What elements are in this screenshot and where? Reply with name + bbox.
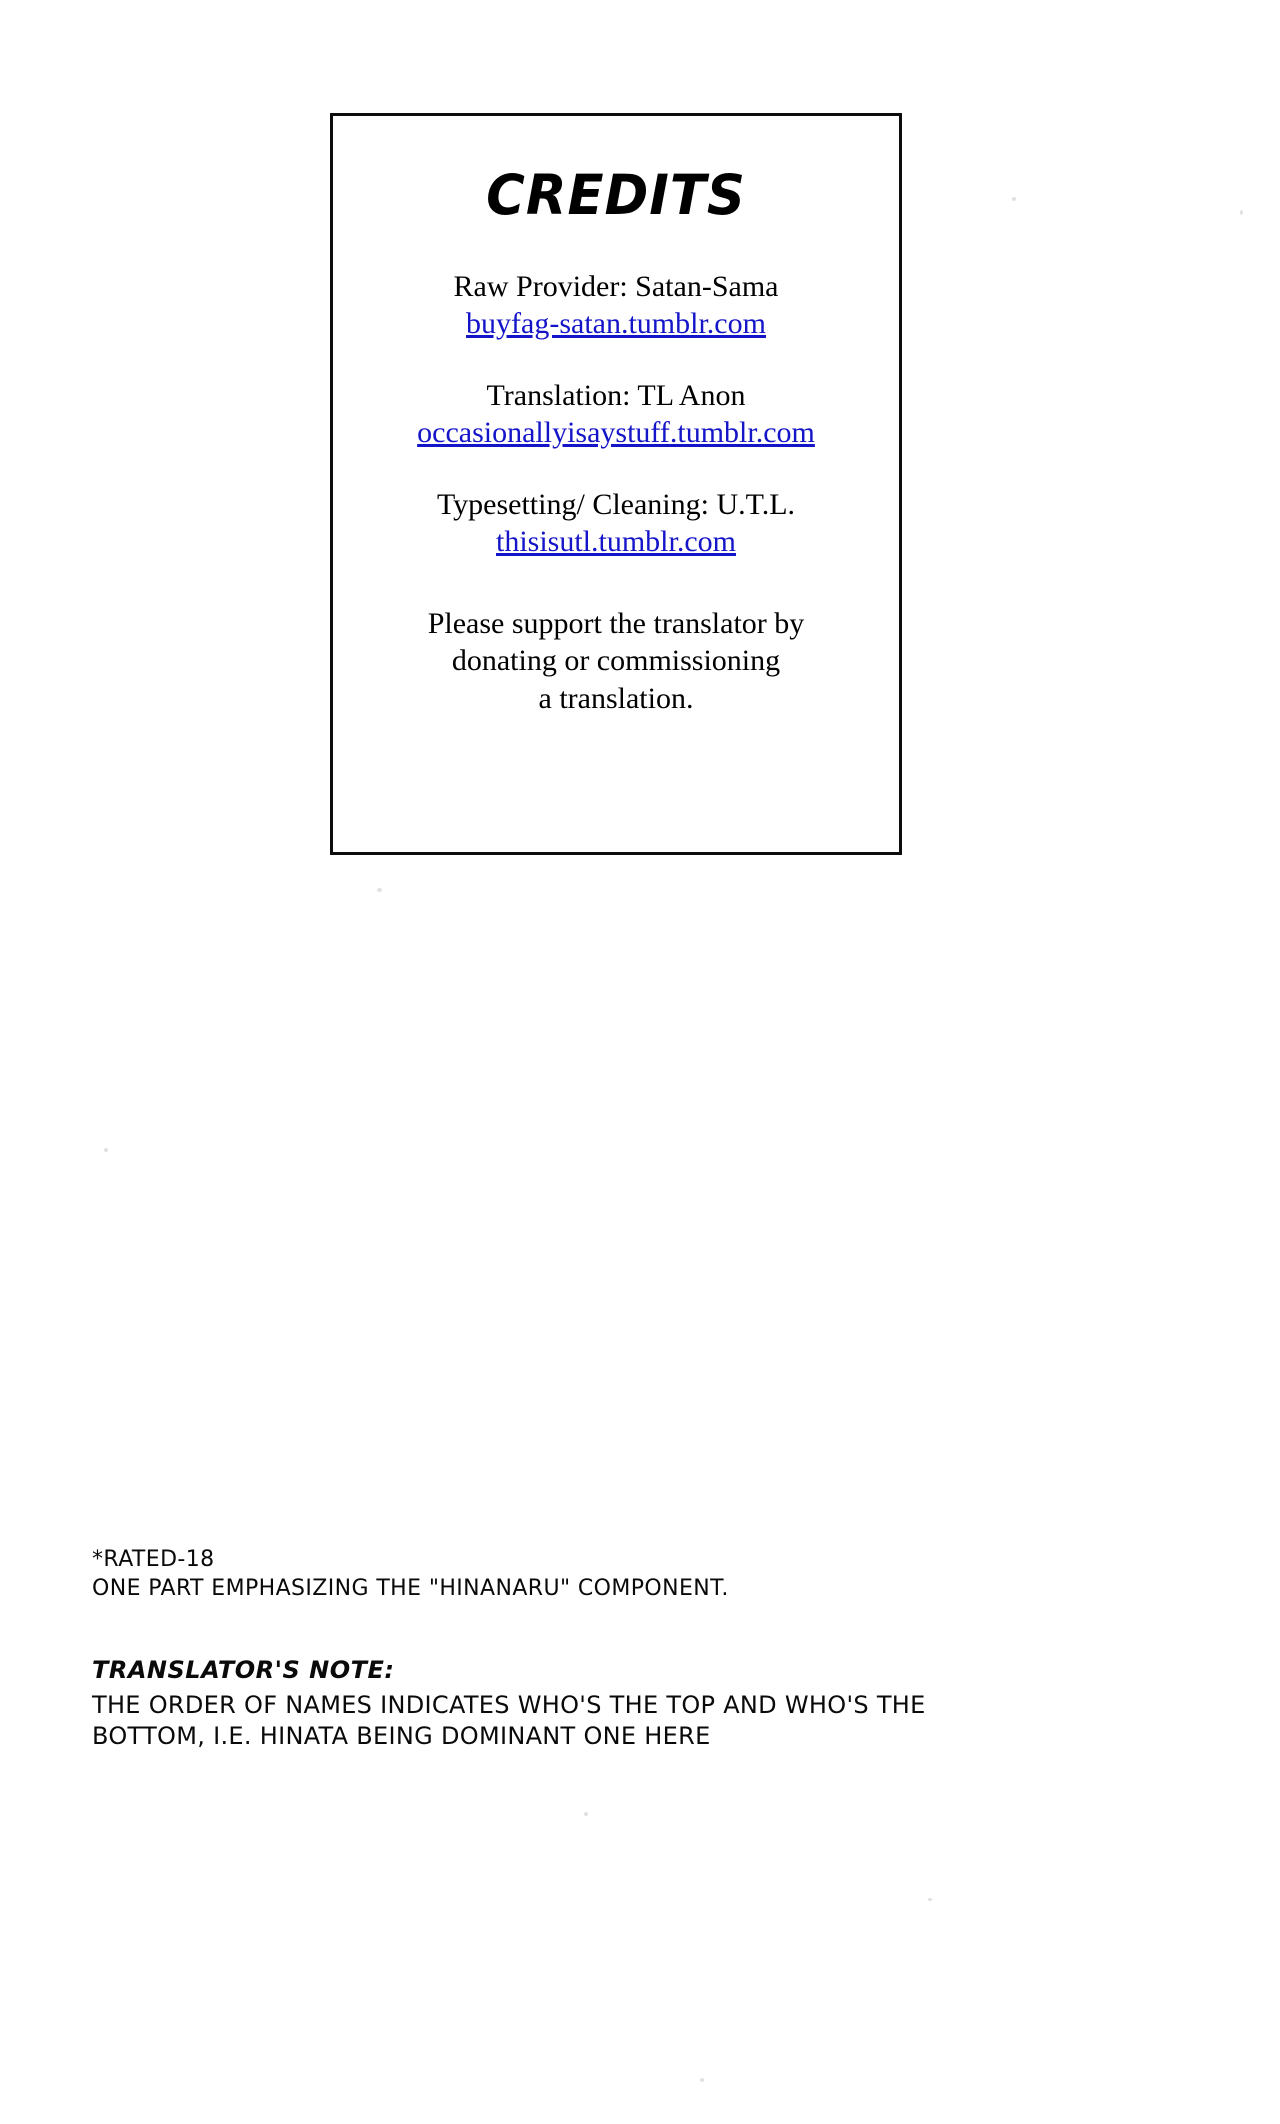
credits-box	[330, 113, 902, 855]
scan-speck	[104, 1148, 108, 1152]
credits-entry-raw-provider	[333, 269, 899, 342]
scan-speck	[928, 1898, 932, 1901]
scan-speck	[1240, 210, 1243, 215]
credits-entry-translation	[333, 378, 899, 451]
credits-role-label: Translation: TL Anon	[486, 379, 746, 413]
rated-note-line-2: ONE PART EMPHASIZING THE "HINANARU" COMPONENT.	[92, 1576, 729, 1602]
credits-link-thisisutl[interactable]: thisisutl.tumblr.com	[495, 524, 736, 558]
translator-note-body	[92, 1690, 1202, 1751]
credits-role-label: Typesetting/ Cleaning: U.T.L.	[436, 488, 796, 522]
translator-note-heading: TRANSLATOR'S NOTE:	[92, 1655, 395, 1684]
scan-speck	[377, 888, 382, 892]
credits-title: CREDITS	[486, 163, 746, 227]
credits-link-buyfag-satan[interactable]: buyfag-satan.tumblr.com	[466, 306, 766, 340]
scan-speck	[700, 2078, 704, 2082]
support-line-1: Please support the translator by	[427, 606, 805, 640]
credits-role-label: Raw Provider: Satan-Sama	[453, 270, 779, 303]
rated-note-line-1: *RATED-18	[92, 1547, 215, 1572]
credits-link-occasionallyisaystuff[interactable]: occasionallyisaystuff.tumblr.com	[417, 415, 815, 449]
footnotes-area	[92, 1545, 1202, 1751]
credits-support-message	[333, 605, 899, 718]
rated-note	[92, 1545, 1202, 1604]
scan-speck	[1012, 197, 1016, 201]
support-line-3: a translation.	[538, 682, 694, 716]
credits-entry-typesetting	[333, 487, 899, 560]
support-line-2: donating or commissioning	[451, 644, 781, 678]
scan-speck	[584, 1812, 588, 1816]
translator-note-line-1: THE ORDER OF NAMES INDICATES WHO'S THE TOP AND WHO'S THE	[92, 1690, 926, 1719]
translator-note-line-2: BOTTOM, I.E. HINATA BEING DOMINANT ONE HERE	[92, 1721, 711, 1750]
